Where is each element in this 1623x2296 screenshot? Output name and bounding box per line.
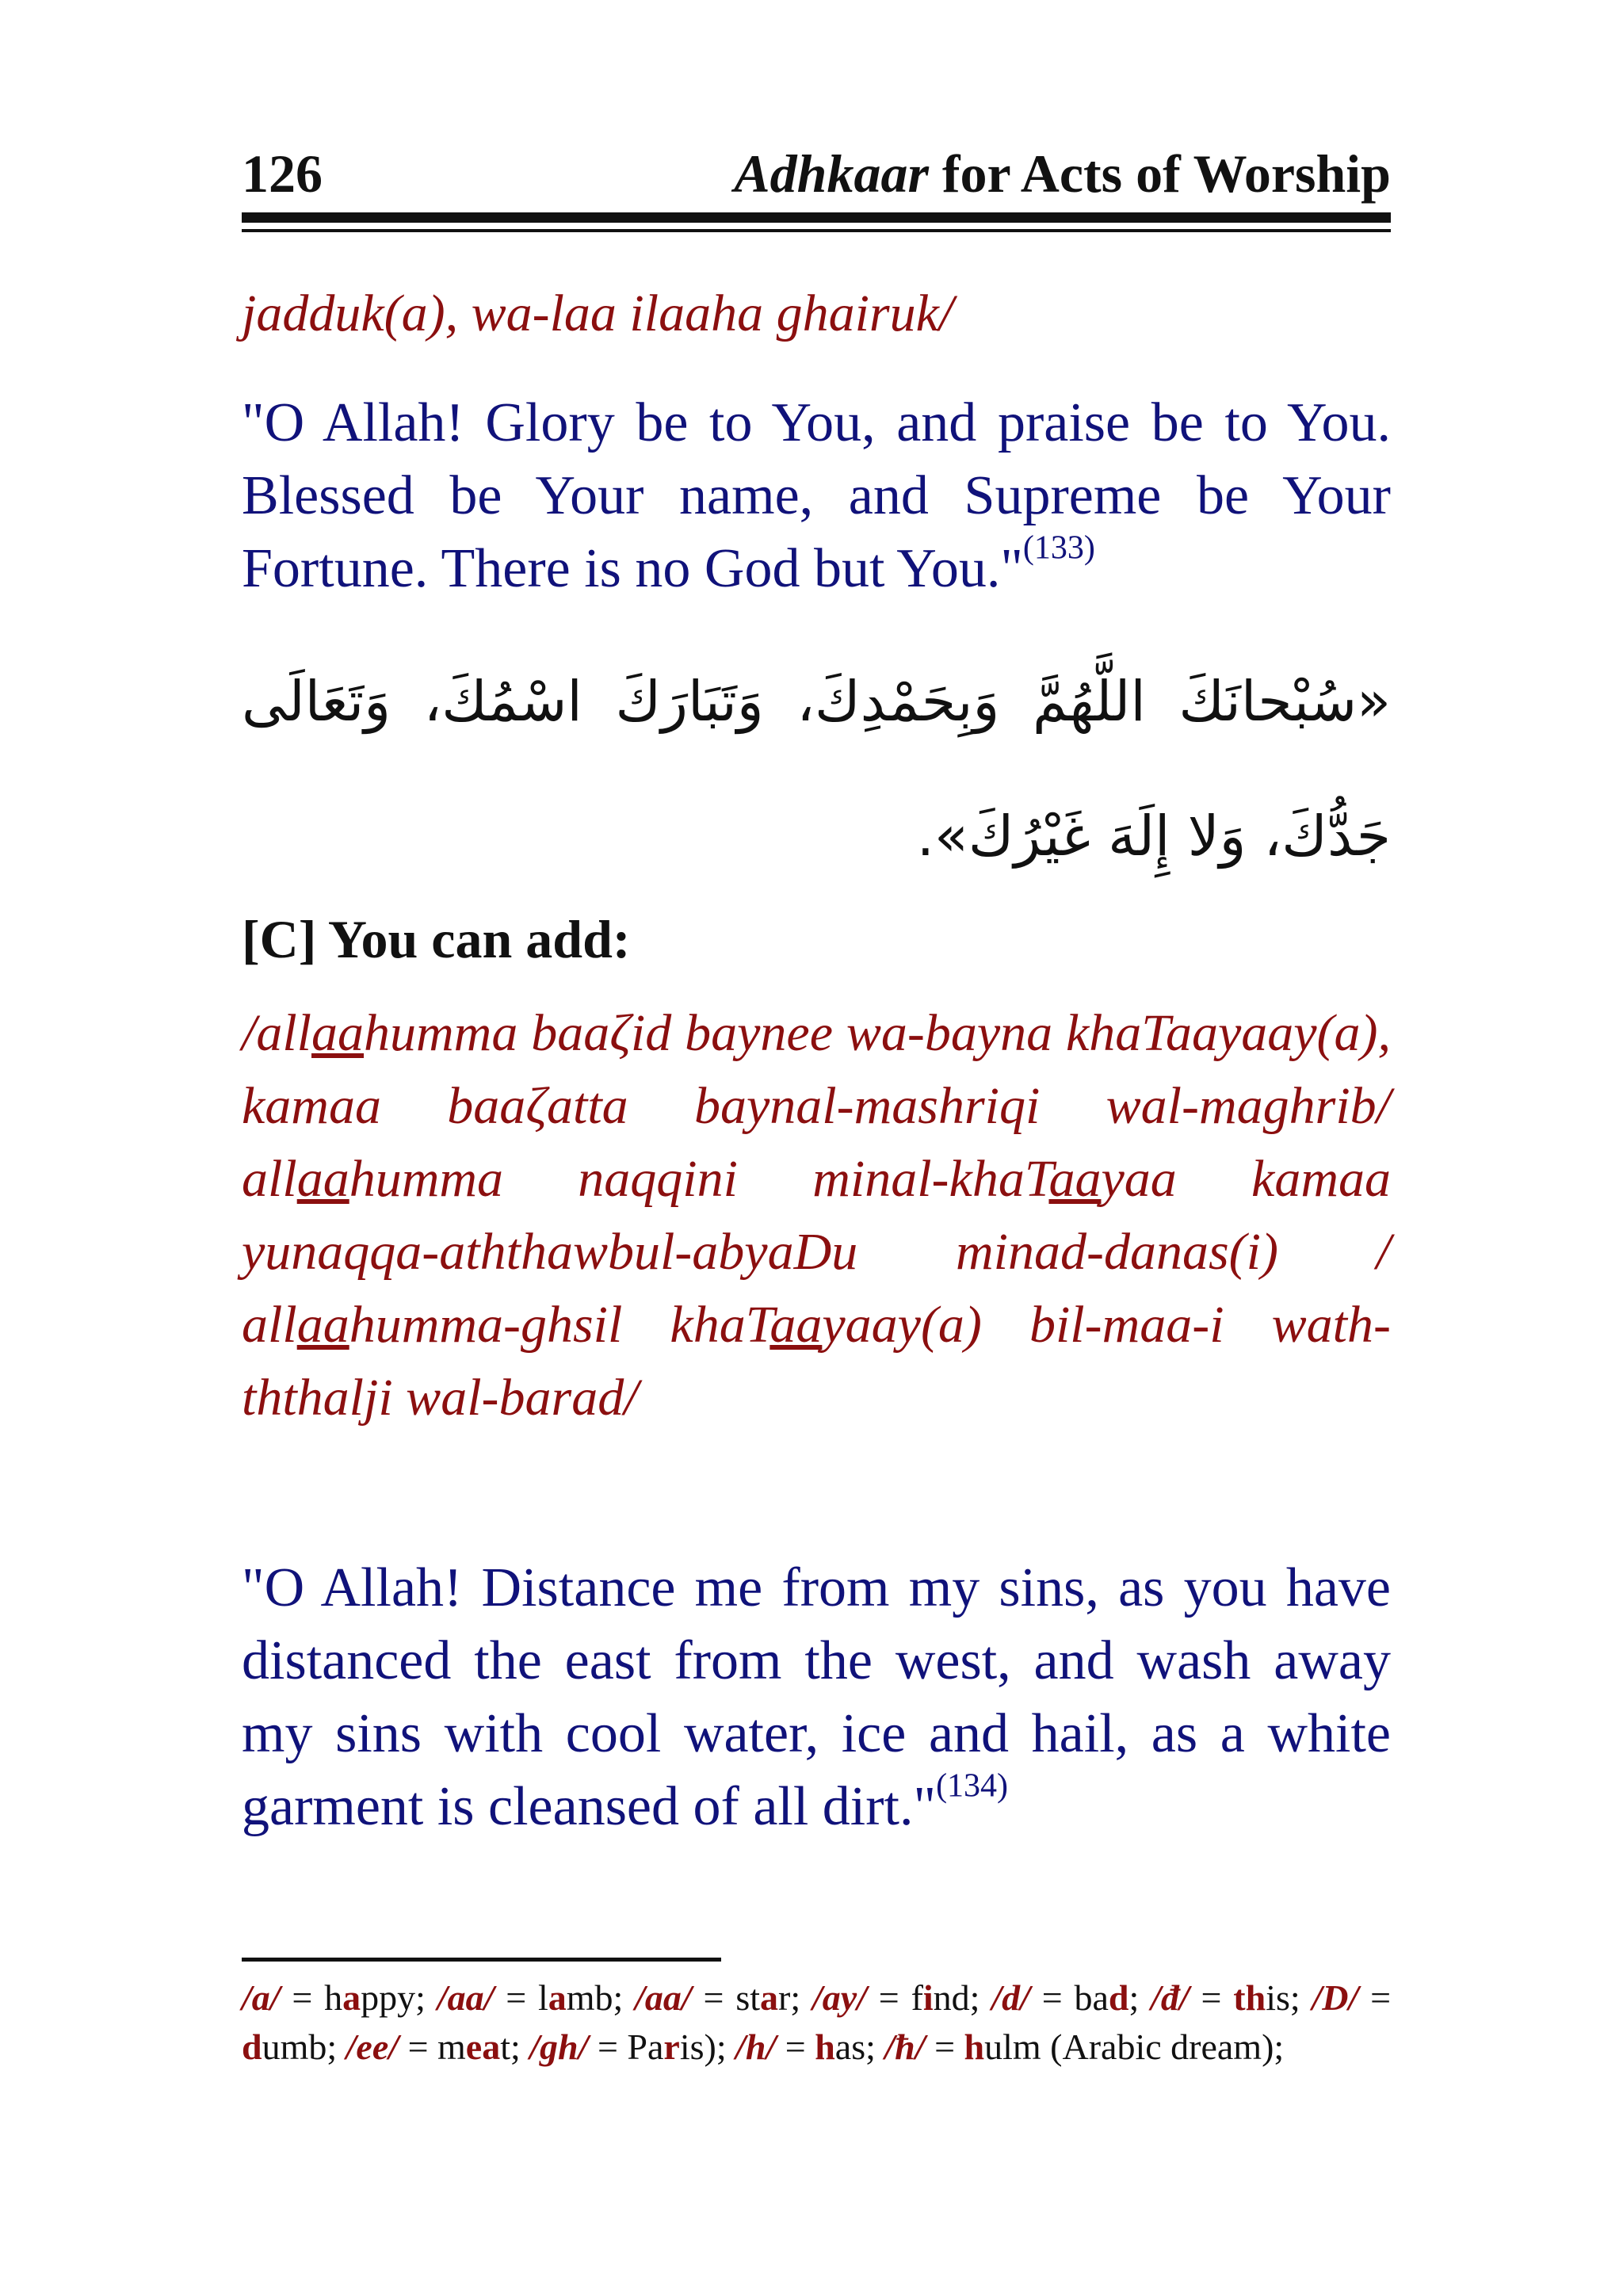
footnote-example: f — [911, 1977, 923, 2018]
footnote-symbol: /D/ — [1312, 1977, 1359, 2018]
translit-underline: aa — [1048, 1150, 1102, 1208]
footnote-example: is; — [1266, 1977, 1300, 2018]
footnote-highlight: h — [815, 2027, 835, 2067]
footnote-highlight: r — [663, 2027, 680, 2067]
footnote-item: /h/ = has; — [735, 2027, 876, 2067]
header-rule-thick — [242, 212, 1391, 223]
footnote-example: mb; — [566, 1977, 624, 2018]
footnote-example: is); — [679, 2027, 727, 2067]
translit-seg: /all — [242, 1004, 312, 1062]
footnote-rule — [242, 1958, 721, 1962]
footnote-example: umb; — [262, 2027, 338, 2067]
footnote-highlight: a — [548, 1977, 567, 2018]
footnote-example: l — [537, 1977, 548, 2018]
footnote-symbol: /aa/ — [437, 1977, 495, 2018]
translit-underline: aa — [769, 1296, 823, 1354]
footnote-example: m — [437, 2027, 466, 2067]
translation-1 — [242, 387, 1391, 606]
footnote-item: /a/ = happy; — [242, 1977, 426, 2018]
footnote-item: /aa/ = lamb; — [437, 1977, 624, 2018]
footnote-symbol: /đ/ — [1151, 1977, 1190, 2018]
footnote-example: ulm (Arabic dream); — [984, 2027, 1285, 2067]
footnote-item: /ħ/ = hulm (Arabic dream); — [884, 2027, 1285, 2067]
footnote-example: h — [324, 1977, 343, 2018]
page-header — [242, 143, 1391, 214]
running-title — [734, 143, 1391, 205]
page-number: 126 — [242, 143, 323, 204]
footnote-highlight: ea — [465, 2027, 501, 2067]
footnote-highlight: a — [760, 1977, 779, 2018]
footnote-symbol: /ee/ — [346, 2027, 399, 2067]
footnote-item: /ay/ = find; — [812, 1977, 980, 2018]
footnote-example: t; — [500, 2027, 521, 2067]
footnote-highlight: a — [342, 1977, 361, 2018]
footnote-item: /aa/ = star; — [635, 1977, 801, 2018]
translation-2 — [242, 1552, 1391, 1843]
arabic-dua: «سُبْحانَكَ اللَّهُمَّ وَبِحَمْدِكَ، وَتَبَارَكَ اسْمُكَ، وَتَعَالَى جَدُّكَ، وَلا إِلَهَ غَيْرُكَ». — [242, 669, 1391, 869]
translit-seg: yaay(a) bil-maa-i wath-ththalji wal-barad/ — [242, 1296, 1391, 1427]
footnote-item: /đ/ = this; — [1151, 1977, 1300, 2018]
footnote-example: ; — [1128, 1977, 1140, 2018]
transliteration-1: jadduk(a), wa-laa ilaaha ghairuk/ — [242, 285, 954, 342]
translation-1-text: "O Allah! Glory be to You, and praise be to You. Blessed be Your name, and Supreme be Your Fortune. There is no God but You." — [242, 392, 1391, 599]
translit-underline: aa — [311, 1004, 365, 1062]
footnote-symbol: /aa/ — [635, 1977, 692, 2018]
footnote-item: /D/ = dumb; — [242, 1977, 1392, 2067]
footnote-highlight: h — [964, 2027, 985, 2067]
footnote-highlight: th — [1233, 1977, 1266, 2018]
pronunciation-footnote — [242, 1973, 1391, 2072]
footnote-highlight: i — [922, 1977, 934, 2018]
footnote-highlight: d — [242, 2027, 262, 2067]
reference-134: (134) — [936, 1767, 1009, 1805]
footnote-symbol: /d/ — [991, 1977, 1030, 2018]
translation-2-text: "O Allah! Distance me from my sins, as you have distanced the east from the west, and wash away my sins with cool water, ice and hail, as a white garment is cleansed of all dirt." — [242, 1557, 1391, 1837]
translit-underline: aa — [296, 1296, 349, 1354]
footnote-symbol: /gh/ — [529, 2027, 589, 2067]
translit-underline: aa — [296, 1150, 349, 1208]
footnote-example: r; — [778, 1977, 801, 2018]
running-title-italic: Adhkaar — [734, 143, 929, 204]
footnote-highlight: d — [1108, 1977, 1129, 2018]
translit-seg: yaa kamaa yunaqqa-aththawbul-abyaDu minad-danas(i) / all — [242, 1150, 1391, 1354]
translit-seg: humma naqqini minal-khaT — [349, 1150, 1049, 1208]
footnote-symbol: /ħ/ — [884, 2027, 926, 2067]
footnote-item: /gh/ = Paris); — [529, 2027, 727, 2067]
footnote-item: /d/ = bad; — [991, 1977, 1140, 2018]
footnote-example: as; — [834, 2027, 876, 2067]
translit-seg: humma baaζid baynee wa-bayna khaTaayaay(a), kamaa baaζatta baynal-mashriqi wal-maghrib/ all — [242, 1004, 1391, 1208]
header-rule-thin — [242, 229, 1391, 232]
footnote-example: ppy; — [361, 1977, 426, 2018]
running-title-rest: for Acts of Worship — [928, 143, 1391, 204]
footnote-symbol: /a/ — [242, 1977, 281, 2018]
footnote-example: Pa — [627, 2027, 664, 2067]
transliteration-2 — [242, 997, 1391, 1435]
footnote-example: st — [735, 1977, 761, 2018]
footnote-example: ba — [1074, 1977, 1109, 2018]
reference-133: (133) — [1022, 529, 1095, 567]
footnote-symbol: /ay/ — [812, 1977, 867, 2018]
translit-seg: humma-ghsil khaT — [349, 1296, 770, 1354]
footnote-symbol: /h/ — [735, 2027, 777, 2067]
footnote-example: nd; — [933, 1977, 980, 2018]
footnote-item: /ee/ = meat; — [346, 2027, 521, 2067]
subheading: [C] You can add: — [242, 909, 631, 969]
